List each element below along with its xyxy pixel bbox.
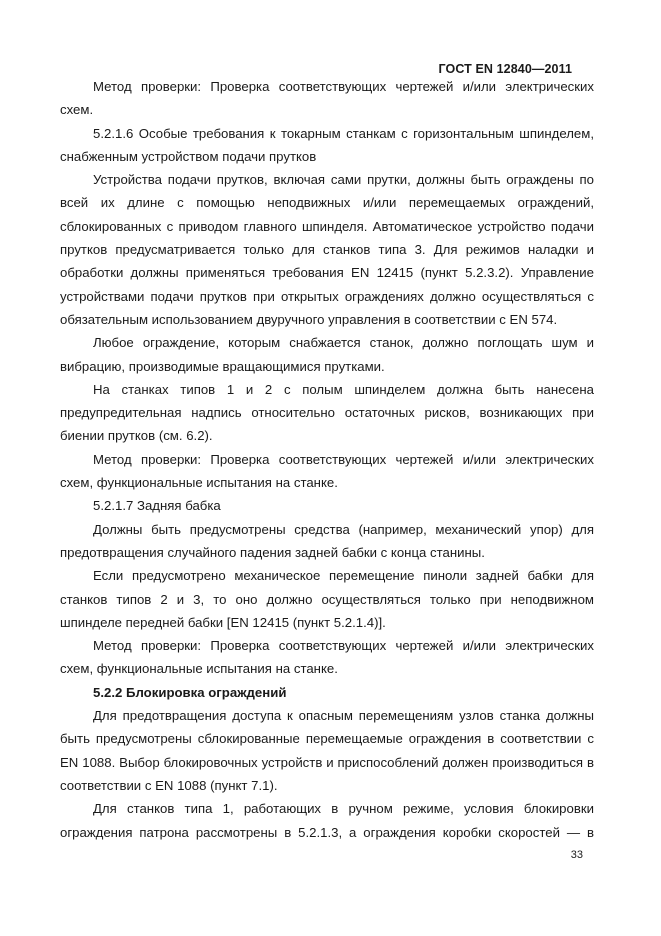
- paragraph-warning-label: На станках типов 1 и 2 с полым шпинделем должна быть нанесена предупредительная надпись относительно остаточных рисков, возникающих при биении прутков (см. 6.2).: [60, 381, 594, 444]
- paragraph-interlocked-guards: Для предотвращения доступа к опасным перемещениям узлов станка должны быть предусмотрены сблокированные перемещаемые ограждения в соответствии с EN 1088. Выбор блокировочных устройств и приспособлений должен производиться в соответствии с EN 1088 (пункт 7.1).: [60, 708, 594, 793]
- paragraph-noise-absorption: Любое ограждение, которым снабжается станок, должно поглощать шум и вибрацию, производимые вращающимися прутками.: [60, 335, 594, 374]
- page-number: 33: [570, 849, 583, 861]
- document-body: [60, 75, 594, 844]
- paragraph-verification-method: Метод проверки: Проверка соответствующих чертежей и/или электрических схем, функциональные испытания на станке.: [60, 451, 594, 491]
- paragraph-manual-mode-type1: Для станков типа 1, работающих в ручном режиме, условия блокировки ограждения патрона рассмотрены в 5.2.1.3, а ограждения коробки скоростей — в: [60, 801, 594, 840]
- section-heading-5-2-1-7: 5.2.1.7 Задняя бабка: [93, 498, 221, 514]
- paragraph-bar-feeders: Устройства подачи прутков, включая сами прутки, должны быть ограждены по всей их длине с помощью неподвижных и/или перемещаемых ограждений, сблокированных с приводом главного шпинделя. Автоматическое устройство подачи прутков предусматривается только для станков типа 3. Для режимов наладки и обработки должны применяться требования EN 12415 (пункт 5.2.3.2). Управление устройствами подачи прутков при открытых ограждениях должно осуществляться с обязательным использованием двуручного управления в соответствии с EN 574.: [60, 172, 594, 327]
- section-heading-5-2-1-6: 5.2.1.6 Особые требования к токарным станкам с горизонтальным шпинделем, снабженным устройством подачи прутков: [60, 125, 594, 164]
- paragraph-tailstock-stop: Должны быть предусмотрены средства (например, механический упор) для предотвращения случайного падения задней бабки с конца станины.: [60, 521, 594, 560]
- section-heading-5-2-2: 5.2.2 Блокировка ограждений: [93, 684, 287, 700]
- standard-designation: ГОСТ EN 12840—2011: [438, 62, 572, 76]
- paragraph-verification-method: Метод проверки: Проверка соответствующих чертежей и/или электрических схем, функциональные испытания на станке.: [60, 638, 594, 677]
- paragraph-quill-movement: Если предусмотрено механическое перемещение пиноли задней бабки для станков типов 2 и 3, то оно должно осуществляться только при неподвижном шпинделе передней бабки [EN 12415 (пункт 5.2.1.4)].: [60, 568, 594, 630]
- paragraph-verification-method: Метод проверки: Проверка соответствующих чертежей и/или электрических схем.: [60, 79, 594, 118]
